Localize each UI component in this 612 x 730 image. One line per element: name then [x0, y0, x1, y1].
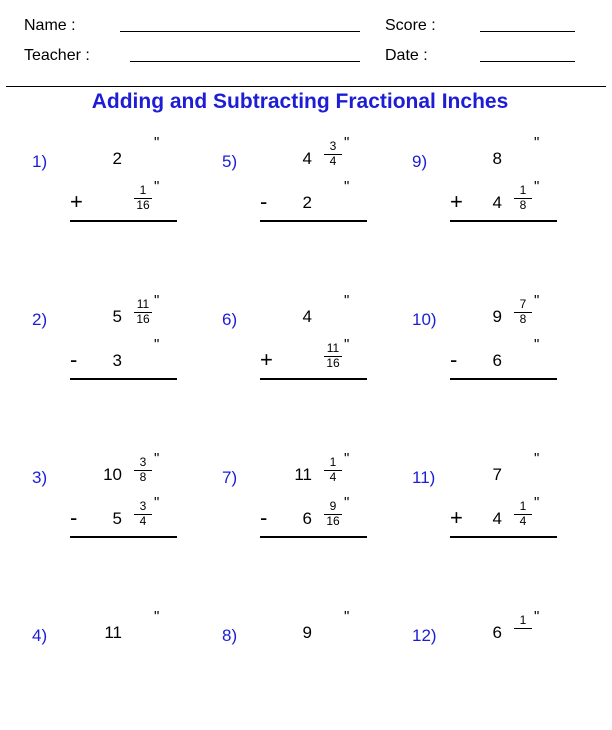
top-number-denominator: 4 — [329, 470, 337, 484]
bottom-number-whole: 2 — [302, 193, 312, 212]
problem — [32, 450, 162, 572]
operator: + — [450, 505, 463, 530]
top-number-whole: 11 — [104, 623, 122, 642]
bottom-number — [34, 178, 184, 220]
bottom-number-whole: 6 — [302, 509, 312, 528]
top-number-inch-mark: " — [344, 450, 350, 467]
answer-line[interactable] — [450, 220, 557, 222]
top-number — [224, 608, 374, 650]
bottom-number-numerator: 9 — [329, 499, 337, 513]
top-number-whole: 6 — [492, 623, 502, 642]
problem — [32, 292, 162, 414]
problem-number: 4) — [32, 626, 48, 645]
problem-number: 11) — [412, 468, 436, 487]
top-number — [34, 450, 184, 492]
top-number — [34, 608, 184, 650]
problem — [412, 292, 542, 414]
top-number-whole: 4 — [302, 149, 312, 168]
top-number — [224, 134, 374, 176]
top-number-numerator: 1 — [329, 455, 337, 469]
problem-number: 12) — [412, 626, 437, 645]
bottom-number — [224, 494, 374, 536]
operator: + — [70, 189, 83, 214]
bottom-number — [34, 494, 184, 536]
top-number-whole: 5 — [112, 307, 122, 326]
bottom-number — [414, 336, 564, 378]
problem-number: 5) — [222, 152, 238, 171]
bottom-number — [224, 666, 374, 694]
top-number — [414, 608, 564, 650]
bottom-number-fraction — [512, 500, 534, 528]
problem — [222, 292, 352, 414]
bottom-number-whole: 3 — [112, 351, 122, 370]
top-number-inch-mark: " — [534, 292, 540, 309]
bottom-number-inch-mark: " — [154, 178, 160, 195]
header-divider — [6, 86, 606, 87]
bottom-number-whole: 4 — [492, 193, 502, 212]
problem — [222, 450, 352, 572]
bottom-number-inch-mark: " — [534, 178, 540, 195]
top-number-fraction — [132, 456, 154, 484]
top-number — [414, 450, 564, 492]
problem-number: 1) — [32, 152, 48, 171]
top-number-whole: 11 — [294, 465, 312, 484]
bottom-number-whole: 6 — [492, 351, 502, 370]
top-number-inch-mark: " — [154, 292, 160, 309]
answer-line[interactable] — [260, 220, 367, 222]
top-number — [414, 134, 564, 176]
top-number — [34, 292, 184, 334]
top-number-fraction — [322, 140, 344, 168]
answer-line[interactable] — [450, 378, 557, 380]
bottom-number-fraction — [322, 500, 344, 528]
operator: - — [70, 347, 78, 372]
answer-line[interactable] — [70, 220, 177, 222]
answer-line[interactable] — [260, 378, 367, 380]
top-number-inch-mark: " — [344, 608, 350, 625]
top-number-whole: 10 — [103, 465, 122, 484]
date-label: Date : — [385, 47, 428, 64]
bottom-number-whole: 5 — [112, 509, 122, 528]
problem-number: 8) — [222, 626, 238, 645]
problem — [222, 608, 352, 730]
problem — [412, 608, 542, 730]
top-number-numerator: 11 — [136, 297, 150, 311]
top-number-fraction — [132, 298, 154, 326]
top-number-fraction-bar — [514, 628, 532, 629]
problem-number: 6) — [222, 310, 238, 329]
top-number-fraction — [512, 298, 534, 326]
bottom-number — [414, 178, 564, 220]
bottom-number — [414, 666, 564, 694]
bottom-number-inch-mark: " — [344, 494, 350, 511]
score-field-line[interactable] — [480, 31, 575, 32]
bottom-number-denominator: 8 — [519, 198, 527, 212]
problem-number: 2) — [32, 310, 48, 329]
bottom-number-denominator: 16 — [326, 356, 340, 370]
top-number-whole: 9 — [302, 623, 312, 642]
problem-number: 9) — [412, 152, 428, 171]
bottom-number-fraction — [512, 184, 534, 212]
problem — [412, 134, 542, 256]
top-number-inch-mark: " — [534, 450, 540, 467]
bottom-number — [224, 336, 374, 378]
bottom-number — [224, 178, 374, 220]
name-field-line[interactable] — [120, 31, 360, 32]
bottom-number-inch-mark: " — [344, 178, 350, 195]
bottom-number-numerator: 1 — [519, 183, 527, 197]
bottom-number-denominator: 4 — [139, 514, 147, 528]
top-number-whole: 9 — [492, 307, 502, 326]
top-number-fraction — [322, 456, 344, 484]
bottom-number-denominator: 16 — [136, 198, 150, 212]
problem-number: 3) — [32, 468, 48, 487]
top-number-denominator: 8 — [519, 312, 527, 326]
problem — [222, 134, 352, 256]
score-label: Score : — [385, 17, 436, 34]
bottom-number-denominator: 4 — [519, 514, 527, 528]
top-number-numerator: 3 — [329, 139, 337, 153]
answer-line[interactable] — [70, 536, 177, 538]
top-number-whole: 8 — [492, 149, 502, 168]
bottom-number-fraction — [132, 500, 154, 528]
bottom-number — [414, 494, 564, 536]
top-number-whole: 2 — [112, 149, 122, 168]
operator: + — [450, 189, 463, 214]
top-number-denominator: 16 — [136, 312, 150, 326]
bottom-number-inch-mark: " — [154, 336, 160, 353]
bottom-number — [34, 666, 184, 694]
bottom-number-denominator: 16 — [326, 514, 340, 528]
answer-line[interactable] — [260, 536, 367, 538]
bottom-number-inch-mark: " — [534, 494, 540, 511]
top-number-inch-mark: " — [154, 450, 160, 467]
top-number-inch-mark: " — [534, 608, 540, 625]
bottom-number-fraction — [132, 184, 154, 212]
bottom-number-numerator: 1 — [519, 499, 527, 513]
bottom-number-numerator: 11 — [326, 341, 340, 355]
top-number-whole: 4 — [302, 307, 312, 326]
operator: - — [70, 505, 78, 530]
bottom-number — [34, 336, 184, 378]
bottom-number-whole: 4 — [492, 509, 502, 528]
bottom-number-inch-mark: " — [344, 336, 350, 353]
answer-line[interactable] — [70, 378, 177, 380]
teacher-field-line[interactable] — [130, 61, 360, 62]
problem — [32, 608, 162, 730]
answer-line[interactable] — [450, 536, 557, 538]
top-number — [224, 450, 374, 492]
teacher-label: Teacher : — [24, 47, 90, 64]
date-field-line[interactable] — [480, 61, 575, 62]
bottom-number-inch-mark: " — [154, 494, 160, 511]
top-number — [224, 292, 374, 334]
top-number-inch-mark: " — [344, 134, 350, 151]
operator: + — [260, 347, 273, 372]
top-number-inch-mark: " — [534, 134, 540, 151]
top-number-fraction — [512, 614, 534, 629]
top-number-whole: 7 — [492, 465, 502, 484]
name-label: Name : — [24, 17, 76, 34]
top-number-numerator: 7 — [519, 297, 527, 311]
top-number-inch-mark: " — [344, 292, 350, 309]
operator: - — [260, 189, 268, 214]
operator: - — [450, 347, 458, 372]
problem — [32, 134, 162, 256]
top-number — [34, 134, 184, 176]
top-number-numerator: 3 — [139, 455, 147, 469]
worksheet-title: Adding and Subtracting Fractional Inches — [91, 90, 509, 113]
problem-number: 10) — [412, 310, 437, 329]
bottom-number-numerator: 1 — [139, 183, 147, 197]
problem-number: 7) — [222, 468, 238, 487]
bottom-number-inch-mark: " — [534, 336, 540, 353]
top-number-denominator: 8 — [139, 470, 147, 484]
bottom-number-fraction — [322, 342, 344, 370]
top-number-numerator: 1 — [519, 613, 527, 627]
operator: - — [260, 505, 268, 530]
top-number-inch-mark: " — [154, 608, 160, 625]
bottom-number-numerator: 3 — [139, 499, 147, 513]
top-number-denominator: 4 — [329, 154, 337, 168]
problem — [412, 450, 542, 572]
top-number-inch-mark: " — [154, 134, 160, 151]
top-number — [414, 292, 564, 334]
